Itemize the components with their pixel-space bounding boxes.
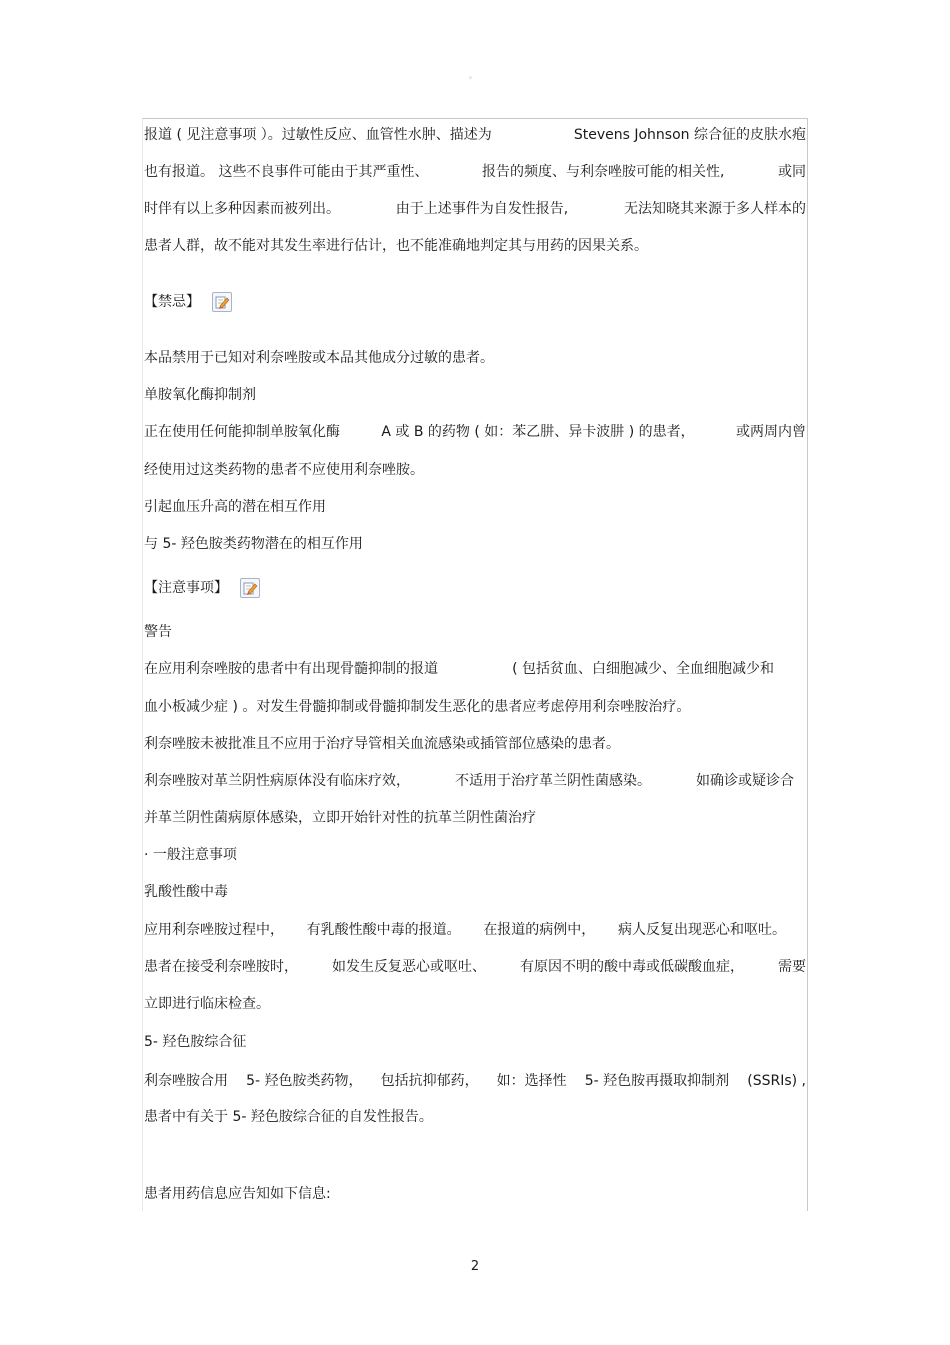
text-segment: 如：选择性 (496, 1073, 567, 1089)
serotonin-line1 (144, 1071, 806, 1091)
contraindications-heading-row (144, 292, 806, 312)
text-segment: 由于上述事件为自发性报告, (395, 201, 569, 217)
text-segment: ( 包括贫血、白细胞减少、全血细胞减少和 (512, 661, 774, 677)
lactic-line2 (144, 957, 806, 977)
warning-line3: 利奈唑胺未被批准且不应用于治疗导管相关血流感染或插管部位感染的患者。 (144, 736, 620, 752)
para1-line3 (144, 199, 806, 219)
warning-heading: 警告 (144, 624, 172, 640)
contra-line2 (144, 422, 806, 442)
precautions-heading: 【注意事项】 (144, 580, 228, 596)
text-segment: 或同 (778, 164, 806, 180)
text-segment: 也有报道。 这些不良事件可能由于其严重性、 (144, 164, 429, 180)
serotonin-line2: 患者中有关于 5- 羟色胺综合征的自发性报告。 (144, 1109, 433, 1125)
text-segment: 利奈唑胺合用 (144, 1073, 228, 1089)
text-segment: 病人反复出现恶心和呕吐。 (617, 922, 786, 938)
contra-sub1: 单胺氧化酶抑制剂 (144, 387, 256, 403)
edit-icon[interactable] (240, 578, 260, 598)
header-mark: 。 (469, 71, 477, 80)
text-segment: 报道 ( 见注意事项 ）。过敏性反应、血管性水肿、描述为 (144, 127, 492, 143)
serotonin-syndrome-heading: 5- 羟色胺综合征 (144, 1034, 247, 1050)
text-segment: 5- 羟色胺类药物， (246, 1073, 363, 1089)
text-segment: 包括抗抑郁药， (380, 1073, 479, 1089)
warning-line2: 血小板减少症 ) 。对发生骨髓抑制或骨髓抑制发生恶化的患者应考虑停用利奈唑胺治疗。 (144, 699, 691, 715)
text-segment: 无法知晓其来源于多人样本的 (623, 201, 806, 217)
lactic-line1 (144, 920, 786, 940)
patient-info-line: 患者用药信息应告知如下信息: (144, 1186, 331, 1202)
text-segment: 如确诊或疑诊合 (696, 773, 794, 789)
contra-sub2: 引起血压升高的潜在相互作用 (144, 499, 326, 515)
text-segment: 利奈唑胺对革兰阴性病原体没有临床疗效， (144, 773, 410, 789)
warning-line1 (144, 659, 774, 679)
text-segment: 在应用利奈唑胺的患者中有出现骨髓抑制的报道 (144, 661, 438, 677)
edit-icon[interactable] (212, 292, 232, 312)
para1-line1 (144, 125, 806, 145)
text-segment: 有原因不明的酸中毒或低碳酸血症， (520, 959, 744, 975)
text-segment: 报告的频度、与利奈唑胺可能的相关性, (482, 164, 725, 180)
warning-line4 (144, 771, 794, 791)
lactic-acidosis-heading: 乳酸性酸中毒 (144, 884, 228, 900)
page-number: 2 (470, 1259, 480, 1274)
text-segment: 患者在接受利奈唑胺时， (144, 959, 298, 975)
text-segment: 5- 羟色胺再摄取抑制剂 (584, 1073, 730, 1089)
para1-line2 (144, 162, 806, 182)
text-segment: 需要 (778, 959, 806, 975)
lactic-line3: 立即进行临床检查。 (144, 996, 270, 1012)
warning-line5: 并革兰阴性菌病原体感染，立即开始针对性的抗革兰阴性菌治疗 (144, 810, 536, 826)
text-segment: A 或 B 的药物 ( 如：苯乙肼、异卡波肼 ) 的患者， (381, 424, 695, 440)
text-segment: 应用利奈唑胺过程中， (144, 922, 284, 938)
text-segment: 不适用于治疗革兰阴性菌感染。 (455, 773, 651, 789)
text-segment: 在报道的病例中， (483, 922, 596, 938)
contra-line1: 本品禁用于已知对利奈唑胺或本品其他成分过敏的患者。 (144, 350, 494, 366)
contraindications-heading: 【禁忌】 (144, 294, 200, 310)
text-segment: 如发生反复恶心或呕吐、 (332, 959, 486, 975)
precautions-heading-row (144, 578, 806, 598)
contra-sub3: 与 5- 羟色胺类药物潜在的相互作用 (144, 536, 363, 552)
text-segment: 时伴有以上多种因素而被列出。 (144, 201, 340, 217)
general-precautions-heading: · 一般注意事项 (144, 847, 237, 863)
text-segment: 或两周内曾 (735, 424, 806, 440)
text-segment: (SSRIs) , (747, 1073, 806, 1089)
contra-line3: 经使用过这类药物的患者不应使用利奈唑胺。 (144, 462, 424, 478)
text-segment: 正在使用任何能抑制单胺氧化酶 (144, 424, 340, 440)
text-segment: 有乳酸性酸中毒的报道。 (306, 922, 461, 938)
para1-line4: 患者人群，故不能对其发生率进行估计，也不能准确地判定其与用药的因果关系。 (144, 238, 648, 254)
text-segment: Stevens Johnson 综合征的皮肤水疱 (573, 127, 806, 143)
